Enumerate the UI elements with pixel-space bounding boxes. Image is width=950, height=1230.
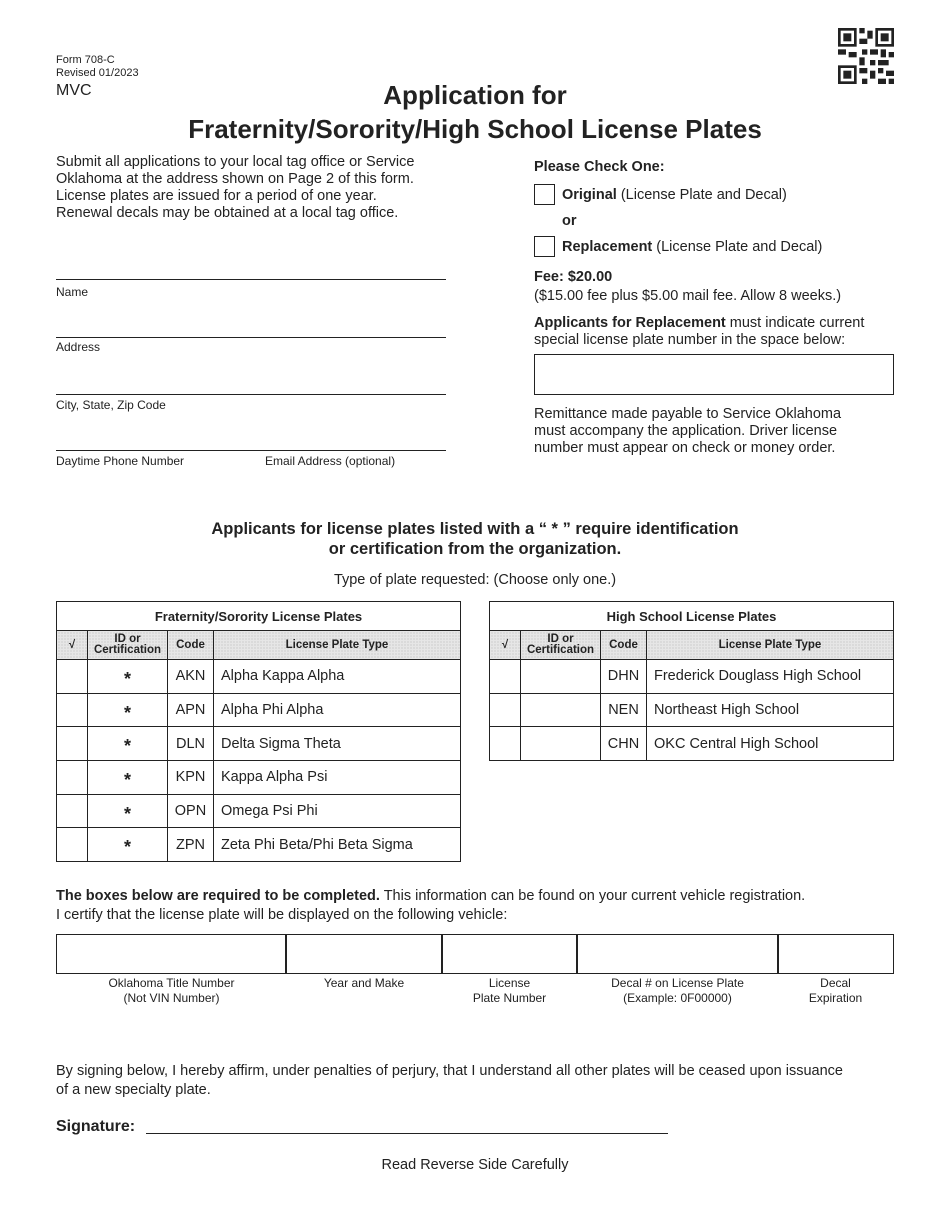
table-row	[57, 727, 461, 761]
year-make-label: Year and Make	[323, 976, 405, 990]
code-column-header: Code	[601, 631, 647, 660]
highschool-caption: High School License Plates	[490, 602, 894, 631]
plate-type: Northeast High School	[647, 693, 894, 727]
plate-code: AKN	[168, 660, 214, 694]
fraternity-table	[56, 601, 461, 862]
check-column-header: √	[490, 631, 521, 660]
id-required-mark: *	[88, 828, 168, 862]
address-label: Address	[56, 340, 101, 354]
decal-number-input[interactable]	[576, 934, 779, 974]
id-required-mark	[521, 727, 601, 761]
plate-code: KPN	[168, 761, 214, 795]
replacement-checkbox[interactable]	[534, 236, 555, 257]
or-text: or	[562, 213, 577, 229]
decal-expiration-input[interactable]	[777, 934, 894, 974]
plate-code: APN	[168, 693, 214, 727]
plate-type: OKC Central High School	[647, 727, 894, 761]
highschool-table	[489, 601, 894, 761]
select-cell[interactable]	[57, 660, 88, 694]
id-required-mark	[521, 693, 601, 727]
plate-type: Alpha Kappa Alpha	[214, 660, 461, 694]
check-heading: Please Check One:	[534, 159, 665, 175]
select-cell[interactable]	[57, 828, 88, 862]
select-cell[interactable]	[57, 727, 88, 761]
signature-line[interactable]	[146, 1133, 668, 1134]
signature-label: Signature:	[56, 1118, 136, 1135]
id-required-mark: *	[88, 794, 168, 828]
required-note: The boxes below are required to be completed. This information can be found on your current vehicle registration.	[56, 888, 806, 904]
current-plate-number-input[interactable]	[534, 354, 894, 395]
name-label: Name	[56, 285, 89, 299]
plate-code: DLN	[168, 727, 214, 761]
type-column-header: License Plate Type	[214, 631, 461, 660]
id-column-header: ID or Certification	[521, 631, 601, 660]
type-column-header: License Plate Type	[647, 631, 894, 660]
select-cell[interactable]	[490, 693, 521, 727]
id-required-mark: *	[88, 693, 168, 727]
page-title-line1: Application for	[383, 80, 567, 110]
replacement-option: Replacement (License Plate and Decal)	[562, 239, 823, 255]
plate-code: OPN	[168, 794, 214, 828]
form-number: Form 708-C	[56, 54, 115, 66]
table-row	[57, 761, 461, 795]
city-state-zip-label: City, State, Zip Code	[56, 398, 166, 412]
decal-number-label: Decal # on License Plate (Example: 0F00000)	[611, 976, 744, 1005]
fraternity-caption: Fraternity/Sorority License Plates	[57, 602, 461, 631]
plate-type: Frederick Douglass High School	[647, 660, 894, 694]
table-row	[490, 727, 894, 761]
select-cell[interactable]	[490, 727, 521, 761]
plate-type: Delta Sigma Theta	[214, 727, 461, 761]
check-column-header: √	[57, 631, 88, 660]
replacement-note: Applicants for Replacement must indicate current special license plate number in the space below:	[534, 315, 865, 348]
id-required-mark: *	[88, 761, 168, 795]
plate-code: NEN	[601, 693, 647, 727]
plate-type: Kappa Alpha Psi	[214, 761, 461, 795]
title-number-input[interactable]	[56, 934, 287, 974]
certify-note: I certify that the license plate will be displayed on the following vehicle:	[56, 907, 508, 923]
select-cell[interactable]	[490, 660, 521, 694]
year-make-input[interactable]	[285, 934, 443, 974]
type-requested-note: Type of plate requested: (Choose only one.)	[333, 572, 617, 588]
plate-type: Omega Psi Phi	[214, 794, 461, 828]
original-option: Original (License Plate and Decal)	[562, 187, 787, 203]
email-label: Email Address (optional)	[265, 454, 396, 468]
table-row	[57, 693, 461, 727]
plate-number-label: License Plate Number	[472, 976, 547, 1005]
table-row	[57, 828, 461, 862]
plate-type: Alpha Phi Alpha	[214, 693, 461, 727]
instructions: Submit all applications to your local tag office or Service Oklahoma at the address shown on Page 2 of this form. License plates are issued for a period of one year. Renewal decals may be obtained at a local tag office.	[56, 154, 415, 221]
revised-date: Revised 01/2023	[56, 67, 139, 79]
table-row	[490, 660, 894, 694]
agency-label: MVC	[56, 82, 92, 99]
identification-notice: Applicants for license plates listed with a “ * ” require identification or certification from the organization.	[211, 520, 739, 558]
id-required-mark: *	[88, 660, 168, 694]
select-cell[interactable]	[57, 693, 88, 727]
affirmation-text: By signing below, I hereby affirm, under penalties of perjury, that I understand all other plates will be ceased upon issuance of a new specialty plate.	[56, 1063, 843, 1098]
footer-note: Read Reverse Side Carefully	[381, 1157, 569, 1173]
table-row	[57, 660, 461, 694]
fee-detail: ($15.00 fee plus $5.00 mail fee. Allow 8 weeks.)	[534, 288, 842, 304]
select-cell[interactable]	[57, 761, 88, 795]
page-title-line2: Fraternity/Sorority/High School License Plates	[188, 114, 762, 144]
id-column-header: ID or Certification	[88, 631, 168, 660]
id-required-mark: *	[88, 727, 168, 761]
plate-number-input[interactable]	[441, 934, 578, 974]
id-required-mark	[521, 660, 601, 694]
plate-code: ZPN	[168, 828, 214, 862]
plate-code: DHN	[601, 660, 647, 694]
phone-email-line[interactable]	[56, 450, 446, 451]
original-checkbox[interactable]	[534, 184, 555, 205]
title-number-label: Oklahoma Title Number (Not VIN Number)	[108, 976, 235, 1005]
select-cell[interactable]	[57, 794, 88, 828]
address-line[interactable]	[56, 337, 446, 338]
table-row	[57, 794, 461, 828]
qr-code-icon	[838, 28, 894, 84]
remittance-note: Remittance made payable to Service Oklahoma must accompany the application. Driver license number must appear on check or money order.	[534, 406, 842, 456]
name-line[interactable]	[56, 279, 446, 280]
decal-expiration-label: Decal Expiration	[808, 976, 863, 1005]
plate-code: CHN	[601, 727, 647, 761]
fee-label: Fee: $20.00	[534, 269, 613, 285]
plate-type: Zeta Phi Beta/Phi Beta Sigma	[214, 828, 461, 862]
code-column-header: Code	[168, 631, 214, 660]
city-state-zip-line[interactable]	[56, 394, 446, 395]
table-row	[490, 693, 894, 727]
phone-label: Daytime Phone Number	[56, 454, 185, 468]
